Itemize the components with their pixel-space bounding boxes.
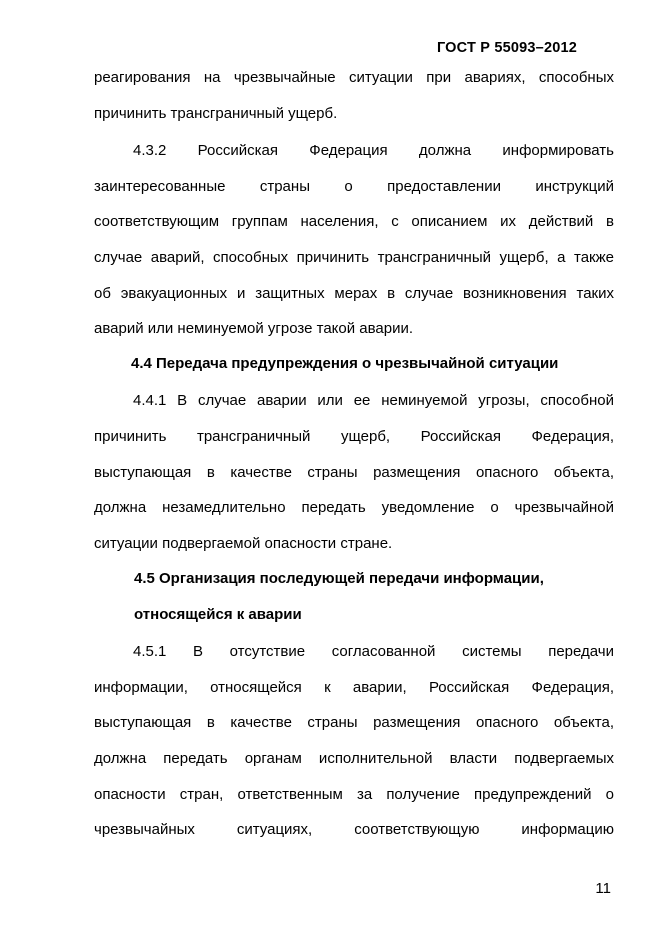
text-line: информации, относящейся к аварии, Российская Федерация, (94, 679, 614, 696)
document-code-header: ГОСТ Р 55093–2012 (436, 40, 577, 56)
clause-4-3-2-first-line: 4.3.2 Российская Федерация должна информировать (133, 142, 614, 159)
page-number: 11 (595, 880, 611, 897)
text-line: аварий или неминуемой угрозе такой аварии. (94, 320, 414, 337)
text-line: опасности стран, ответственным за получение предупреждений о (94, 786, 614, 803)
section-heading-4-4: 4.4 Передача предупреждения о чрезвычайной ситуации (131, 355, 559, 372)
section-heading-4-5-cont: относящейся к аварии (134, 606, 302, 623)
clause-4-5-1-first-line: 4.5.1 В отсутствие согласованной системы передачи (133, 643, 614, 660)
text-line: соответствующим группам населения, с описанием их действий в (94, 213, 614, 230)
section-heading-4-5: 4.5 Организация последующей передачи информации, (134, 570, 544, 587)
text-line: ситуации подвергаемой опасности стране. (94, 535, 393, 552)
text-line: причинить трансграничный ущерб. (94, 105, 338, 122)
text-line: выступающая в качестве страны размещения опасного объекта, (94, 464, 614, 481)
text-line: чрезвычайных ситуациях, соответствующую информацию (94, 821, 614, 838)
text-line: об эвакуационных и защитных мерах в случае возникновения таких (94, 285, 614, 302)
text-line: случае аварий, способных причинить трансграничный ущерб, а также (94, 249, 614, 266)
text-line: должна незамедлительно передать уведомление о чрезвычайной (94, 499, 614, 516)
clause-4-4-1-first-line: 4.4.1 В случае аварии или ее неминуемой угрозы, способной (133, 392, 614, 409)
text-line: причинить трансграничный ущерб, Российская Федерация, (94, 428, 614, 445)
text-line: выступающая в качестве страны размещения опасного объекта, (94, 714, 614, 731)
text-line: реагирования на чрезвычайные ситуации при авариях, способных (94, 69, 614, 86)
text-line: должна передать органам исполнительной власти подвергаемых (94, 750, 614, 767)
text-line: заинтересованные страны о предоставлении инструкций (94, 178, 614, 195)
